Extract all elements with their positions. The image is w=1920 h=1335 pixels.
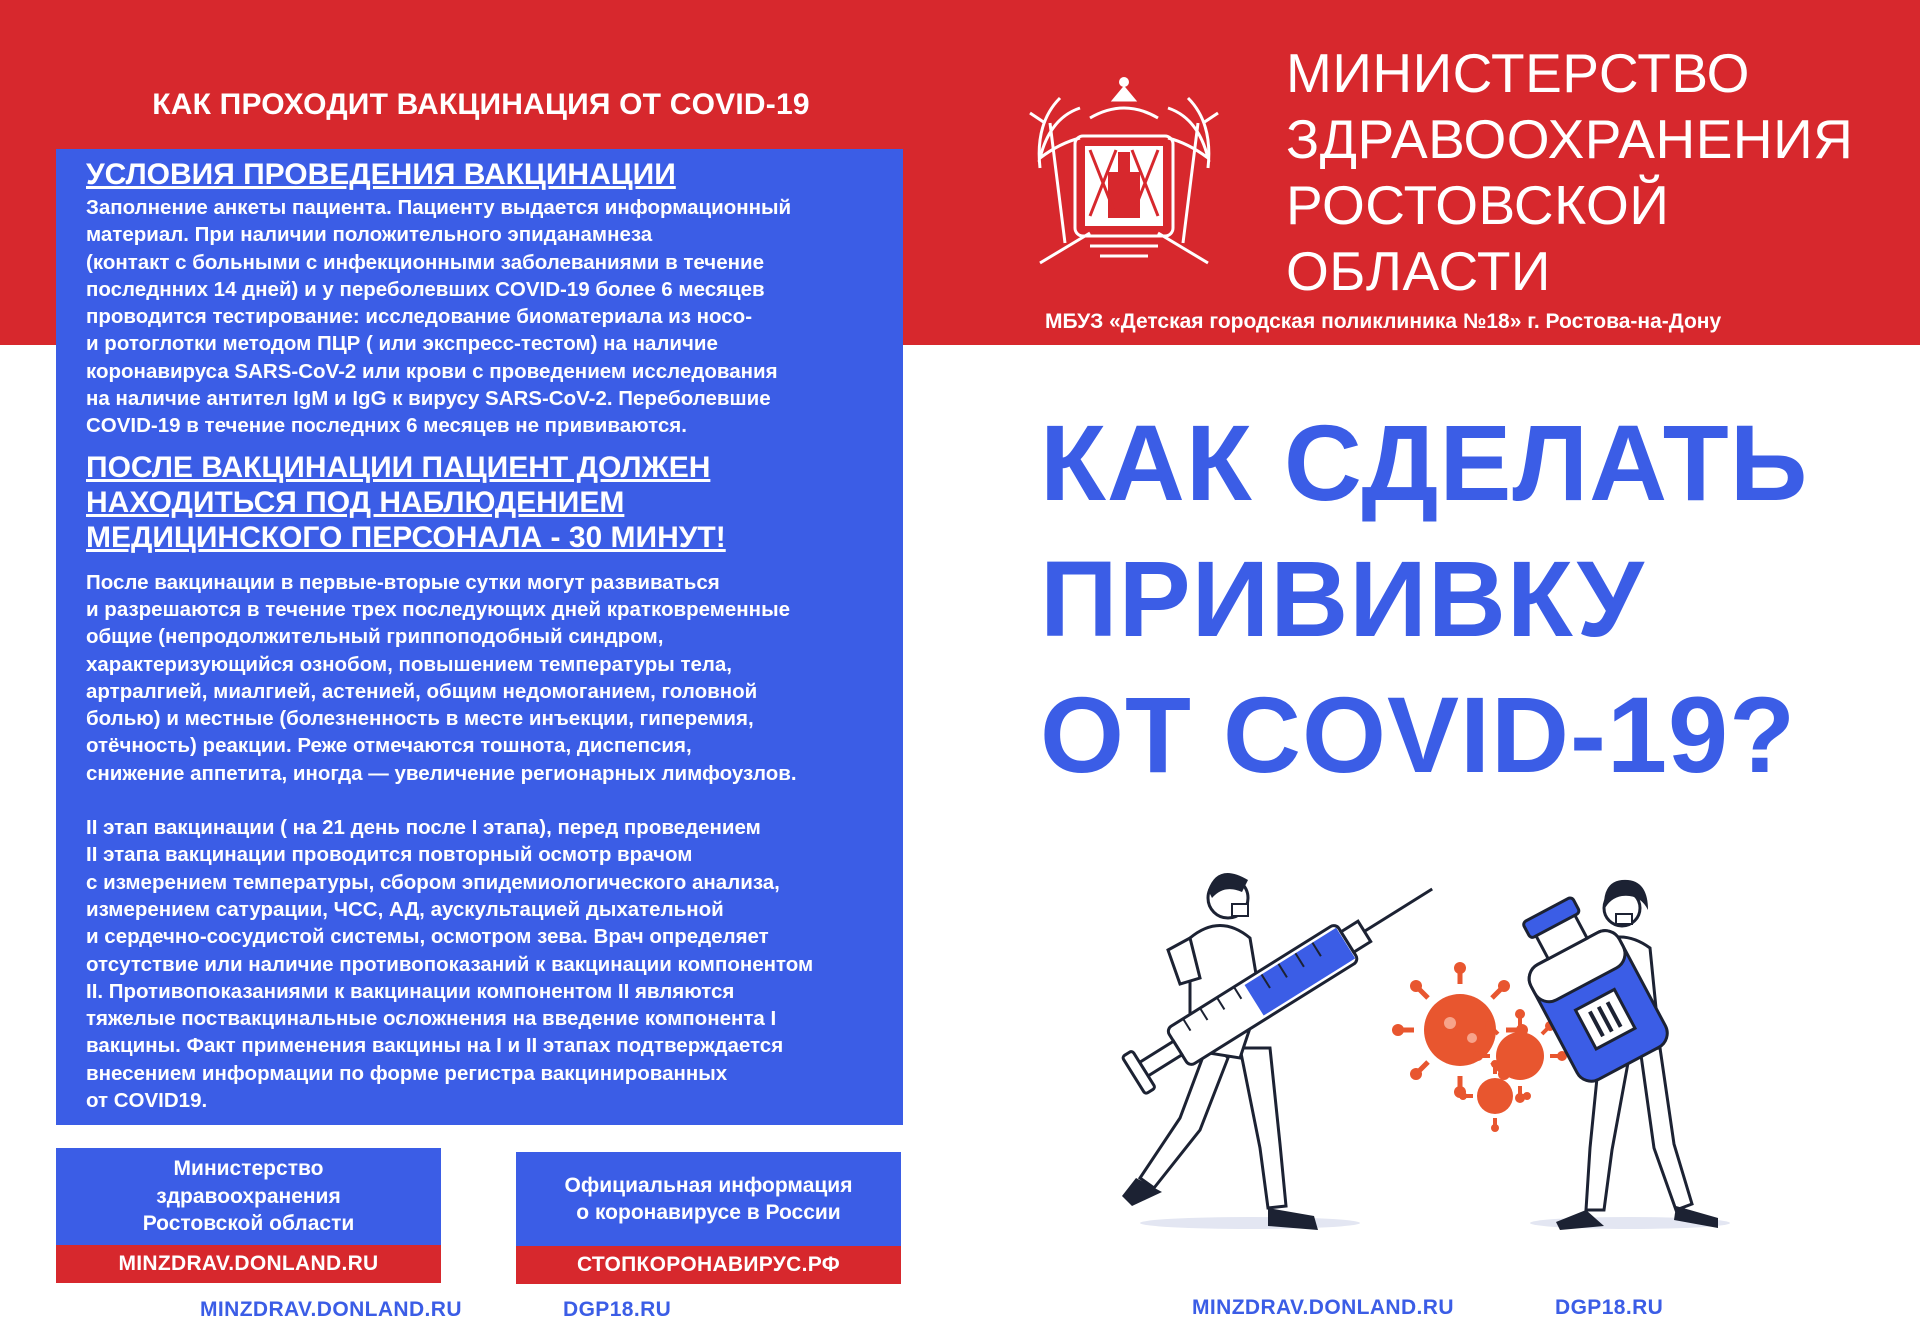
footer-link-dgp18-left[interactable]: DGP18.RU [563, 1298, 672, 1321]
doctor-with-syringe [1122, 873, 1318, 1230]
clinic-subtitle: МБУЗ «Детская городская поликлиника №18» г. Ростова-на-Дону [1045, 310, 1722, 333]
ministry-box-url[interactable]: MINZDRAV.DONLAND.RU [56, 1245, 441, 1283]
main-headline: КАК СДЕЛАТЬ ПРИВИВКУ ОТ COVID-19? [1040, 402, 1809, 795]
footer-link-dgp18-right[interactable]: DGP18.RU [1555, 1296, 1664, 1319]
ministry-box-label: Министерство здравоохранения Ростовской области [56, 1148, 441, 1245]
syringe-icon [1122, 870, 1444, 1094]
stopcorona-link-box[interactable] [516, 1152, 901, 1284]
panel-text-reactions: После вакцинации в первые-вторые сутки могут развиваться и разрешаются в течение трех последующих дней кратковременные общие (непродолжительный гриппоподобный синдром, характеризующийся ознобом, повышением температуры тела, артралгией, миалгией, астенией, общим недомоганием, головной болью) и местные (болезненность в месте инъекции, гиперемия, отёчность) реакции. Реже отмечаются тошнота, диспепсия, снижение аппетита, иногда — увеличение регионарных лимфоузлов. [86, 570, 797, 785]
stopcorona-box-url[interactable]: СТОПКОРОНАВИРУС.РФ [516, 1246, 901, 1284]
rostov-coat-of-arms-icon [1020, 68, 1228, 274]
left-title: КАК ПРОХОДИТ ВАКЦИНАЦИЯ ОТ COVID-19 [152, 88, 810, 121]
virus-icon [1392, 962, 1528, 1098]
floor-shadow [1140, 1217, 1360, 1229]
panel-text-conditions: Заполнение анкеты пациента. Пациенту выдается информационный материал. При наличии положительного эпиданамнеза (контакт с больными с инфекционными заболеваниями в течение последнних 14 дней) и у переболевших COVID-19 более 6 месяцев проводится тестирование: исследование биоматериала из носо- и ротоглотки методом ПЦР ( или экспресс-тестом) на наличие коронавируса SARS-CoV-2 или крови с проведением исследования на наличие антител IgM и IgG к вирусу SARS-CoV-2. Переболевшие COVID-19 в течение последних 6 месяцев не прививаются. [86, 196, 792, 438]
panel-text-stage2: II этап вакцинации ( на 21 день после I этапа), перед проведением II этапа вакцинации проводится повторный осмотр врачом с измерением температуры, сбором эпидемиологического анализа, измерением сатурации, ЧСС, АД, аускультацией дыхательной и сердечно-сосудистой системы, осмотром зева. Врач определяет отсутствие или наличие противопоказаний к вакцинации компонентом II. Противопоказаниями к вакцинации компонентом II являются тяжелые поствакцинальные осложнения на введение компонента I вакцины. Факт применения вакцины на I и II этапах подтверждается внесением информации по форме регистра вакцинированных от COVID19. [86, 816, 814, 1113]
panel-heading-conditions: УСЛОВИЯ ПРОВЕДЕНИЯ ВАКЦИНАЦИИ [86, 158, 676, 191]
ministry-title: МИНИСТЕРСТВО ЗДРАВООХРАНЕНИЯ РОСТОВСКОЙ ОБЛАСТИ [1286, 42, 1854, 302]
stopcorona-box-label: Официальная информация о коронавирусе в России [516, 1152, 901, 1246]
vaccination-illustration [1100, 838, 1750, 1238]
footer-link-minzdrav-right[interactable]: MINZDRAV.DONLAND.RU [1192, 1296, 1454, 1319]
ministry-link-box[interactable] [56, 1148, 441, 1283]
panel-heading-observation: ПОСЛЕ ВАКЦИНАЦИИ ПАЦИЕНТ ДОЛЖЕН НАХОДИТЬСЯ ПОД НАБЛЮДЕНИЕМ МЕДИЦИНСКОГО ПЕРСОНАЛА - 30 МИНУТ! [86, 450, 726, 554]
footer-link-minzdrav-left[interactable]: MINZDRAV.DONLAND.RU [200, 1298, 462, 1321]
info-panel [56, 149, 903, 1125]
